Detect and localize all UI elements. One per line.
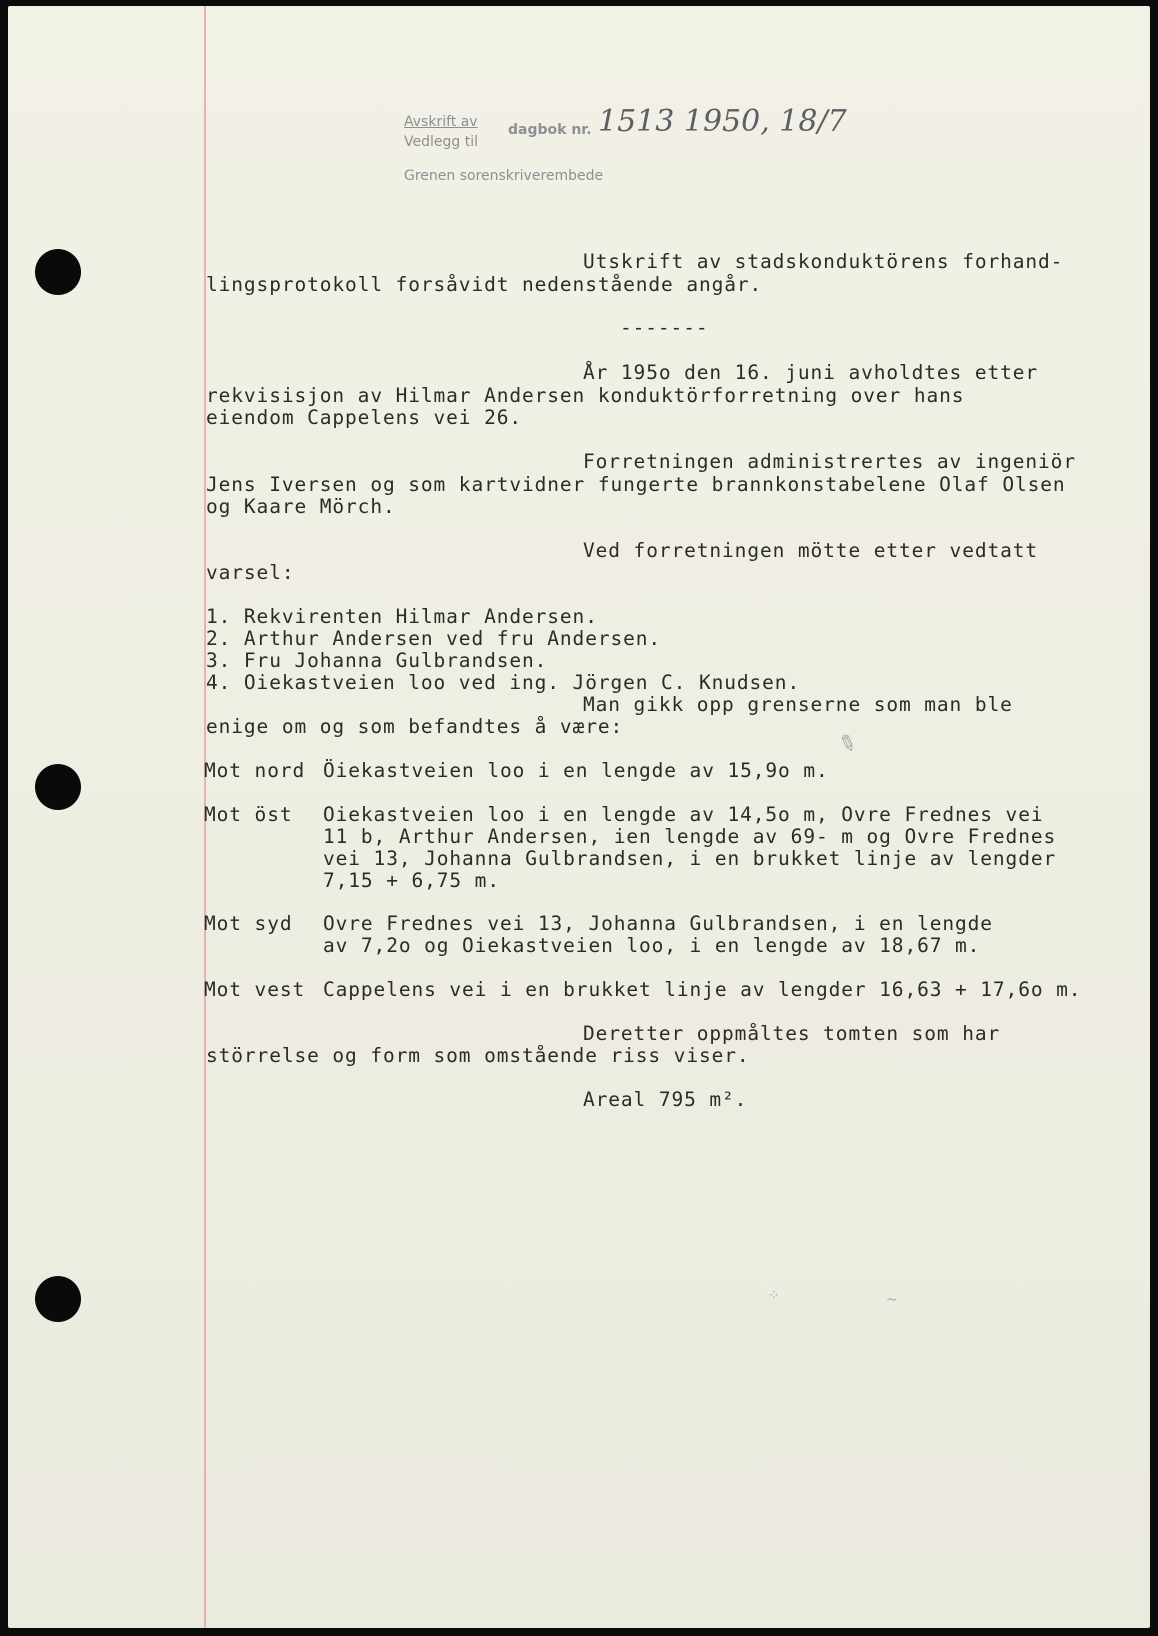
boundary-nord-text: Öiekastveien loo i en lengde av 15,9o m.: [323, 759, 829, 782]
para4-line-2: enige om og som befandtes å være:: [206, 715, 624, 738]
para2-line-3: og Kaare Mörch.: [206, 495, 396, 518]
area-line: Areal 795 m².: [583, 1088, 748, 1111]
boundary-ost-line-3: vei 13, Johanna Gulbrandsen, i en brukket linje av lengder: [323, 847, 1057, 870]
stamp-embede: Grenen sorenskriverembede: [404, 168, 604, 184]
boundary-ost-line-1: Oiekastveien loo i en lengde av 14,5o m, Ovre Frednes vei: [323, 803, 1044, 826]
boundary-syd-line-2: av 7,2o og Oiekastveien loo, i en lengde av 18,67 m.: [323, 934, 981, 957]
boundary-ost-label: Mot öst: [204, 803, 293, 826]
list-item-1: 1. Rekvirenten Hilmar Andersen.: [206, 605, 598, 628]
para5-line-1: Deretter oppmåltes tomten som har: [583, 1022, 1001, 1045]
boundary-nord-label: Mot nord: [204, 759, 306, 782]
boundary-vest-label: Mot vest: [204, 978, 306, 1001]
intro-line-2: lingsprotokoll forsåvidt nedenstående angår.: [206, 273, 763, 296]
handwritten-journal-number: 1513 1950, 18/7: [598, 104, 847, 139]
boundary-vest-text: Cappelens vei i en brukket linje av lengder 16,63 + 17,6o m.: [323, 978, 1082, 1001]
para4-line-1: Man gikk opp grenserne som man ble: [583, 693, 1013, 716]
paper-sheet: [8, 6, 1150, 1628]
punch-hole: [35, 764, 81, 810]
boundary-syd-line-1: Ovre Frednes vei 13, Johanna Gulbrandsen, i en lengde: [323, 912, 993, 935]
boundary-ost-line-2: 11 b, Arthur Andersen, ien lengde av 69- m og Ovre Frednes: [323, 825, 1057, 848]
separator: -------: [620, 316, 709, 339]
intro-line-1: Utskrift av stadskonduktörens forhand-: [583, 250, 1064, 273]
para3-line-2: varsel:: [206, 561, 295, 584]
list-item-2: 2. Arthur Andersen ved fru Andersen.: [206, 627, 662, 650]
scan-speck: ~: [886, 1292, 898, 1308]
boundary-syd-label: Mot syd: [204, 912, 293, 935]
para2-line-2: Jens Iversen og som kartvidner fungerte brannkonstabelene Olaf Olsen: [206, 473, 1066, 496]
list-item-3: 3. Fru Johanna Gulbrandsen.: [206, 649, 548, 672]
para1-line-3: eiendom Cappelens vei 26.: [206, 406, 522, 429]
para1-line-2: rekvisisjon av Hilmar Andersen konduktörforretning over hans: [206, 384, 965, 407]
para5-line-2: störrelse og form som omstående riss viser.: [206, 1044, 750, 1067]
scan-mark: ✎: [834, 729, 861, 760]
para3-line-1: Ved forretningen mötte etter vedtatt: [583, 539, 1039, 562]
punch-hole: [35, 1276, 81, 1322]
punch-hole: [35, 249, 81, 295]
stamp-dagbok: dagbok nr.: [508, 122, 592, 138]
boundary-ost-line-4: 7,15 + 6,75 m.: [323, 869, 500, 892]
scan-speck: ⁘: [768, 1288, 780, 1304]
list-item-4: 4. Oiekastveien loo ved ing. Jörgen C. Knudsen.: [206, 671, 801, 694]
para1-line-1: År 195o den 16. juni avholdtes etter: [583, 361, 1039, 384]
para2-line-1: Forretningen administrertes av ingeniör: [583, 450, 1076, 473]
stamp-vedlegg: Vedlegg til: [404, 134, 478, 150]
stamp-avskrift: Avskrift av: [404, 114, 478, 130]
